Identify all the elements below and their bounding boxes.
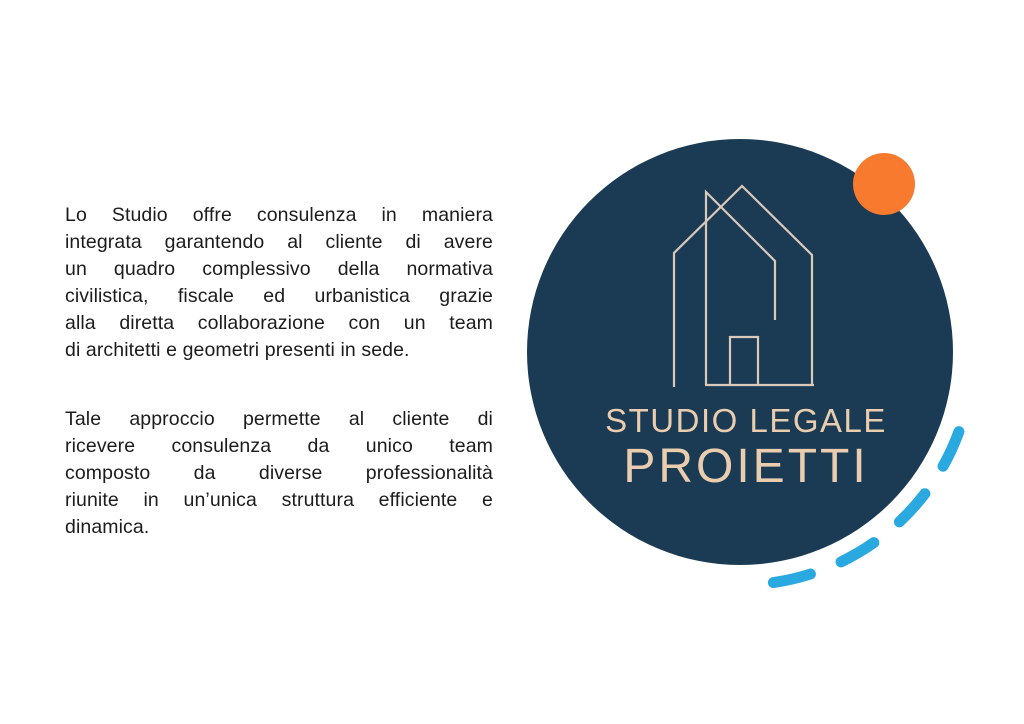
text-line: ricevere consulenza da unico team <box>65 435 493 457</box>
intro-text <box>65 202 493 541</box>
orange-dot-accent <box>853 153 915 215</box>
text-line: un quadro complessivo della normativa <box>65 258 493 280</box>
text-line: Tale approccio permette al cliente di <box>65 408 493 430</box>
text-line: composto da diverse professionalità <box>65 462 493 484</box>
text-line: dinamica. <box>65 516 150 538</box>
text-line: integrata garantendo al cliente di avere <box>65 231 493 253</box>
paragraph-consulenza <box>65 202 493 364</box>
text-line: Lo Studio offre consulenza in maniera <box>65 204 493 226</box>
logo-name-line2: PROIETTI <box>623 440 869 493</box>
text-line: alla diretta collaborazione con un team <box>65 312 493 334</box>
text-line: civilistica, fiscale ed urbanistica grazie <box>65 285 493 307</box>
paragraph-approccio <box>65 406 493 541</box>
text-line: riunite in un’unica struttura efficiente e <box>65 489 493 511</box>
logo-name-line1: STUDIO LEGALE <box>605 402 887 439</box>
text-line: di architetti e geometri presenti in sede. <box>65 339 410 361</box>
